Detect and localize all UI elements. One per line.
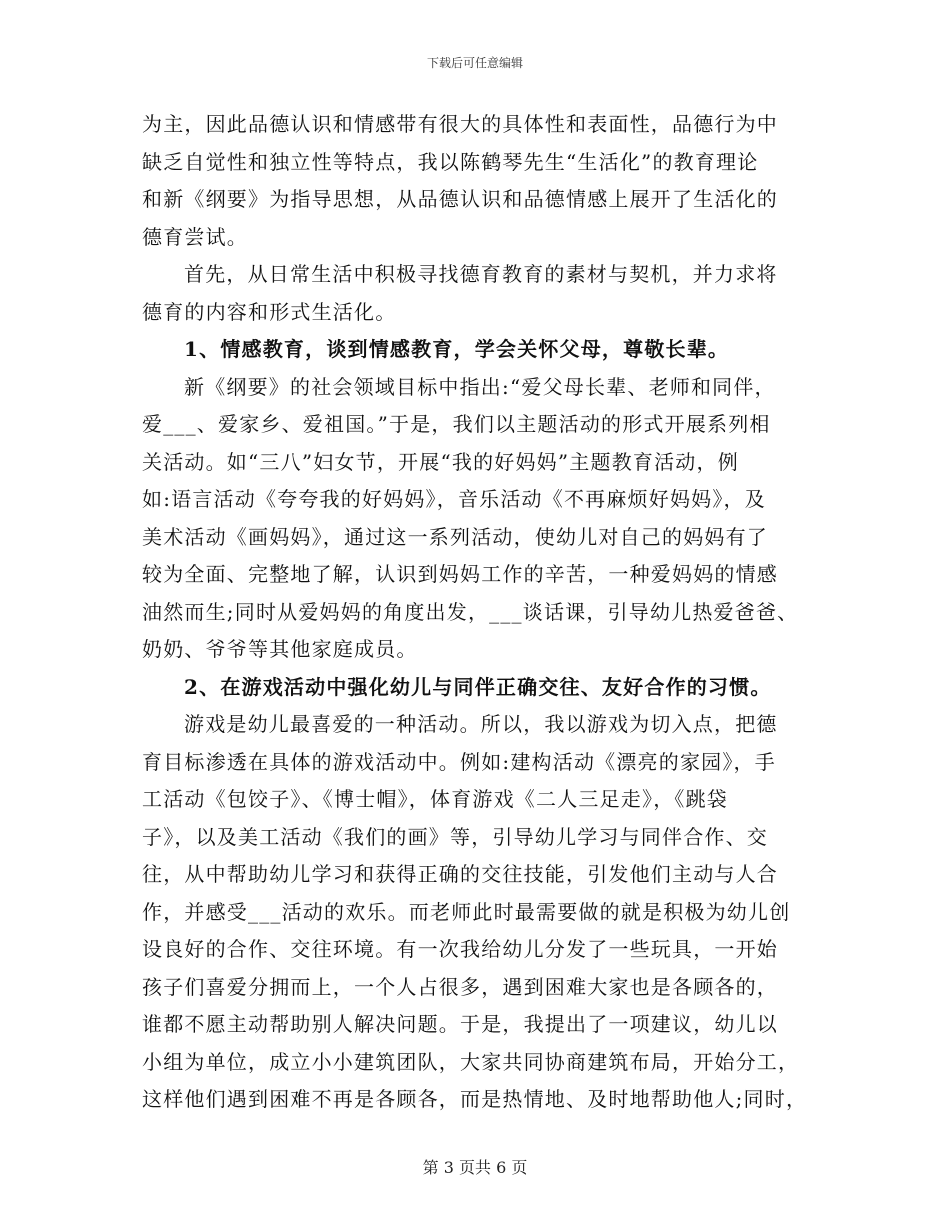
text-line: 孩子们喜爱分拥而上，一个人占很多，遇到困难大家也是各顾各的， <box>142 974 778 999</box>
page-header-note: 下载后可任意编辑 <box>426 56 523 70</box>
text-line: 关活动。如“三八”妇女节，开展“我的好妈妈”主题教育活动，例 <box>142 449 739 474</box>
text-line: 育目标渗透在具体的游戏活动中。例如:建构活动《漂亮的家园》，手 <box>142 749 776 774</box>
text-line: 工活动《包饺子》、《博士帽》，体育游戏《二人三足走》，《跳袋 <box>142 787 728 811</box>
text-line: 为主，因此品德认识和情感带有很大的具体性和表面性，品德行为中 <box>142 112 778 136</box>
section-heading-2: 2、在游戏活动中强化幼儿与同伴正确交往、友好合作的习惯。 <box>184 674 772 699</box>
paragraph-start-line: 首先，从日常生活中积极寻找德育教育的素材与契机，并力求将 <box>184 262 778 286</box>
section-heading-1: 1、情感教育，谈到情感教育，学会关怀父母，尊敬长辈。 <box>184 337 730 361</box>
text-line: 美术活动《画妈妈》，通过这一系列活动，使幼儿对自己的妈妈有了 <box>142 524 768 549</box>
document-body <box>142 106 822 1119</box>
text-line: 往，从中帮助幼儿学习和获得正确的交往技能，引发他们主动与人合 <box>142 862 778 886</box>
text-line: 如:语言活动《夸夸我的好妈妈》，音乐活动《不再麻烦好妈妈》，及 <box>142 487 766 511</box>
text-line: 缺乏自觉性和独立性等特点，我以陈鹤琴先生“生活化”的教育理论 <box>142 149 759 174</box>
text-line: 这样他们遇到困难不再是各顾各，而是热情地、及时地帮助他人;同时， <box>142 1087 808 1111</box>
text-line: 爱___、爱家乡、爱祖国。”于是，我们以主题活动的形式开展系列相 <box>142 412 771 436</box>
page-number: 第 3 页共 6 页 <box>422 1158 528 1177</box>
text-line: 作，并感受___活动的欢乐。而老师此时最需要做的就是积极为幼儿创 <box>142 899 791 924</box>
text-line: 德育的内容和形式生活化。 <box>142 299 397 324</box>
text-line: 谁都不愿主动帮助别人解决问题。于是，我提出了一项建议，幼儿以 <box>142 1012 778 1036</box>
text-line: 和新《纲要》为指导思想，从品德认识和品德情感上展开了生活化的 <box>142 187 778 211</box>
text-line: 子》，以及美工活动《我们的画》等，引导幼儿学习与同伴合作、交 <box>142 824 768 849</box>
paragraph-start-line: 新《纲要》的社会领域目标中指出:“爱父母长辈、老师和同伴， <box>184 374 776 399</box>
text-line: 设良好的合作、交往环境。有一次我给幼儿分发了一些玩具，一开始 <box>142 937 778 961</box>
text-line: 小组为单位，成立小小建筑团队，大家共同协商建筑布局，开始分工， <box>142 1049 800 1074</box>
text-line: 较为全面、完整地了解，认识到妈妈工作的辛苦，一种爱妈妈的情感 <box>142 562 778 586</box>
text-line: 奶奶、爷爷等其他家庭成员。 <box>142 637 418 661</box>
text-line: 油然而生;同时从爱妈妈的角度出发，___谈话课，引导幼儿热爱爸爸、 <box>142 599 799 624</box>
text-line: 德育尝试。 <box>142 224 248 249</box>
paragraph-start-line: 游戏是幼儿最喜爱的一种活动。所以，我以游戏为切入点，把德 <box>184 712 778 736</box>
